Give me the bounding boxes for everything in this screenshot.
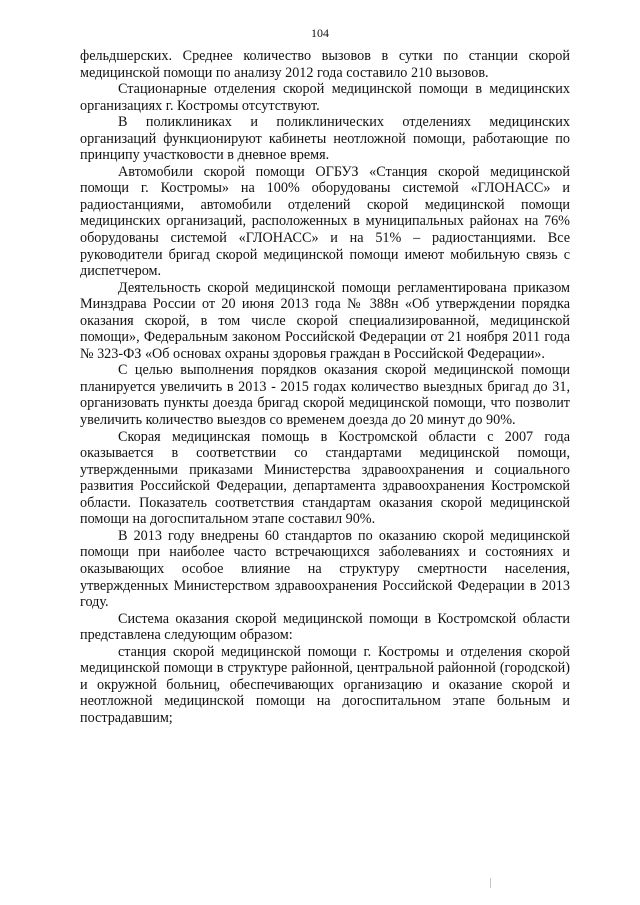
paragraph-2: Стационарные отделения скорой медицинской помощи в медицинских организациях г. Костромы отсутствуют. [80, 81, 570, 114]
paragraph-5: Деятельность скорой медицинской помощи регламентирована приказом Минздрава России от 20 июня 2013 года № 388н «Об утверждении порядка оказания скорой, в том числе скорой специализированной, медицинской помощи», Федеральным законом Российской Федерации от 21 ноября 2011 года № 323-ФЗ «Об основах охраны здоровья граждан в Российской Федерации». [80, 279, 570, 362]
paragraph-7: Скорая медицинская помощь в Костромской области с 2007 года оказывается в соответствии со стандартами медицинской помощи, утвержденными приказами Министерства здравоохранения и социального развития Российской Федерации, департамента здравоохранения Костромской области. Показатель соответствия стандартам оказания скорой медицинской помощи на догоспитальном этапе составил 90%. [80, 428, 570, 528]
paragraph-10: станция скорой медицинской помощи г. Костромы и отделения скорой медицинской помощи в структуре районной, центральной районной (городской) и окружной больниц, обеспечивающих организацию и оказание скорой и неотложной медицинской помощи на догоспитальном этапе больным и пострадавшим; [80, 643, 570, 726]
document-body [80, 48, 570, 726]
paragraph-3: В поликлиниках и поликлинических отделениях медицинских организаций функционируют кабинеты неотложной помощи, работающие по принципу участковости в дневное время. [80, 114, 570, 164]
paragraph-4: Автомобили скорой помощи ОГБУЗ «Станция скорой медицинской помощи г. Костромы» на 100% оборудованы системой «ГЛОНАСС» и радиостанциями, автомобили отделений скорой медицинской помощи медицинских организаций, расположенных в муниципальных районах на 76% оборудованы системой «ГЛОНАСС» и на 51% – радиостанциями. Все руководители бригад скорой медицинской помощи имеют мобильную связь с диспетчером. [80, 163, 570, 280]
page-number: 104 [311, 26, 329, 40]
paragraph-1: фельдшерских. Среднее количество вызовов в сутки по станции скорой медицинской помощи по анализу 2012 года составило 210 вызовов. [80, 48, 570, 81]
paragraph-9: Система оказания скорой медицинской помощи в Костромской области представлена следующим образом: [80, 610, 570, 644]
paragraph-6: С целью выполнения порядков оказания скорой медицинской помощи планируется увеличить в 2013 - 2015 годах количество выездных бригад до 31, организовать пункты доезда бригад скорой медицинской помощи, что позволит увеличить количество выездов со временем доезда до 20 минут до 90%. [80, 362, 570, 429]
paragraph-8: В 2013 году внедрены 60 стандартов по оказанию скорой медицинской помощи при наиболее часто встречающихся заболеваниях и состояниях и оказывающих особое влияние на структуру смертности населения, утвержденных Министерством здравоохранения Российской Федерации в 2013 году. [80, 527, 570, 611]
scan-artifact-mark [490, 878, 491, 888]
